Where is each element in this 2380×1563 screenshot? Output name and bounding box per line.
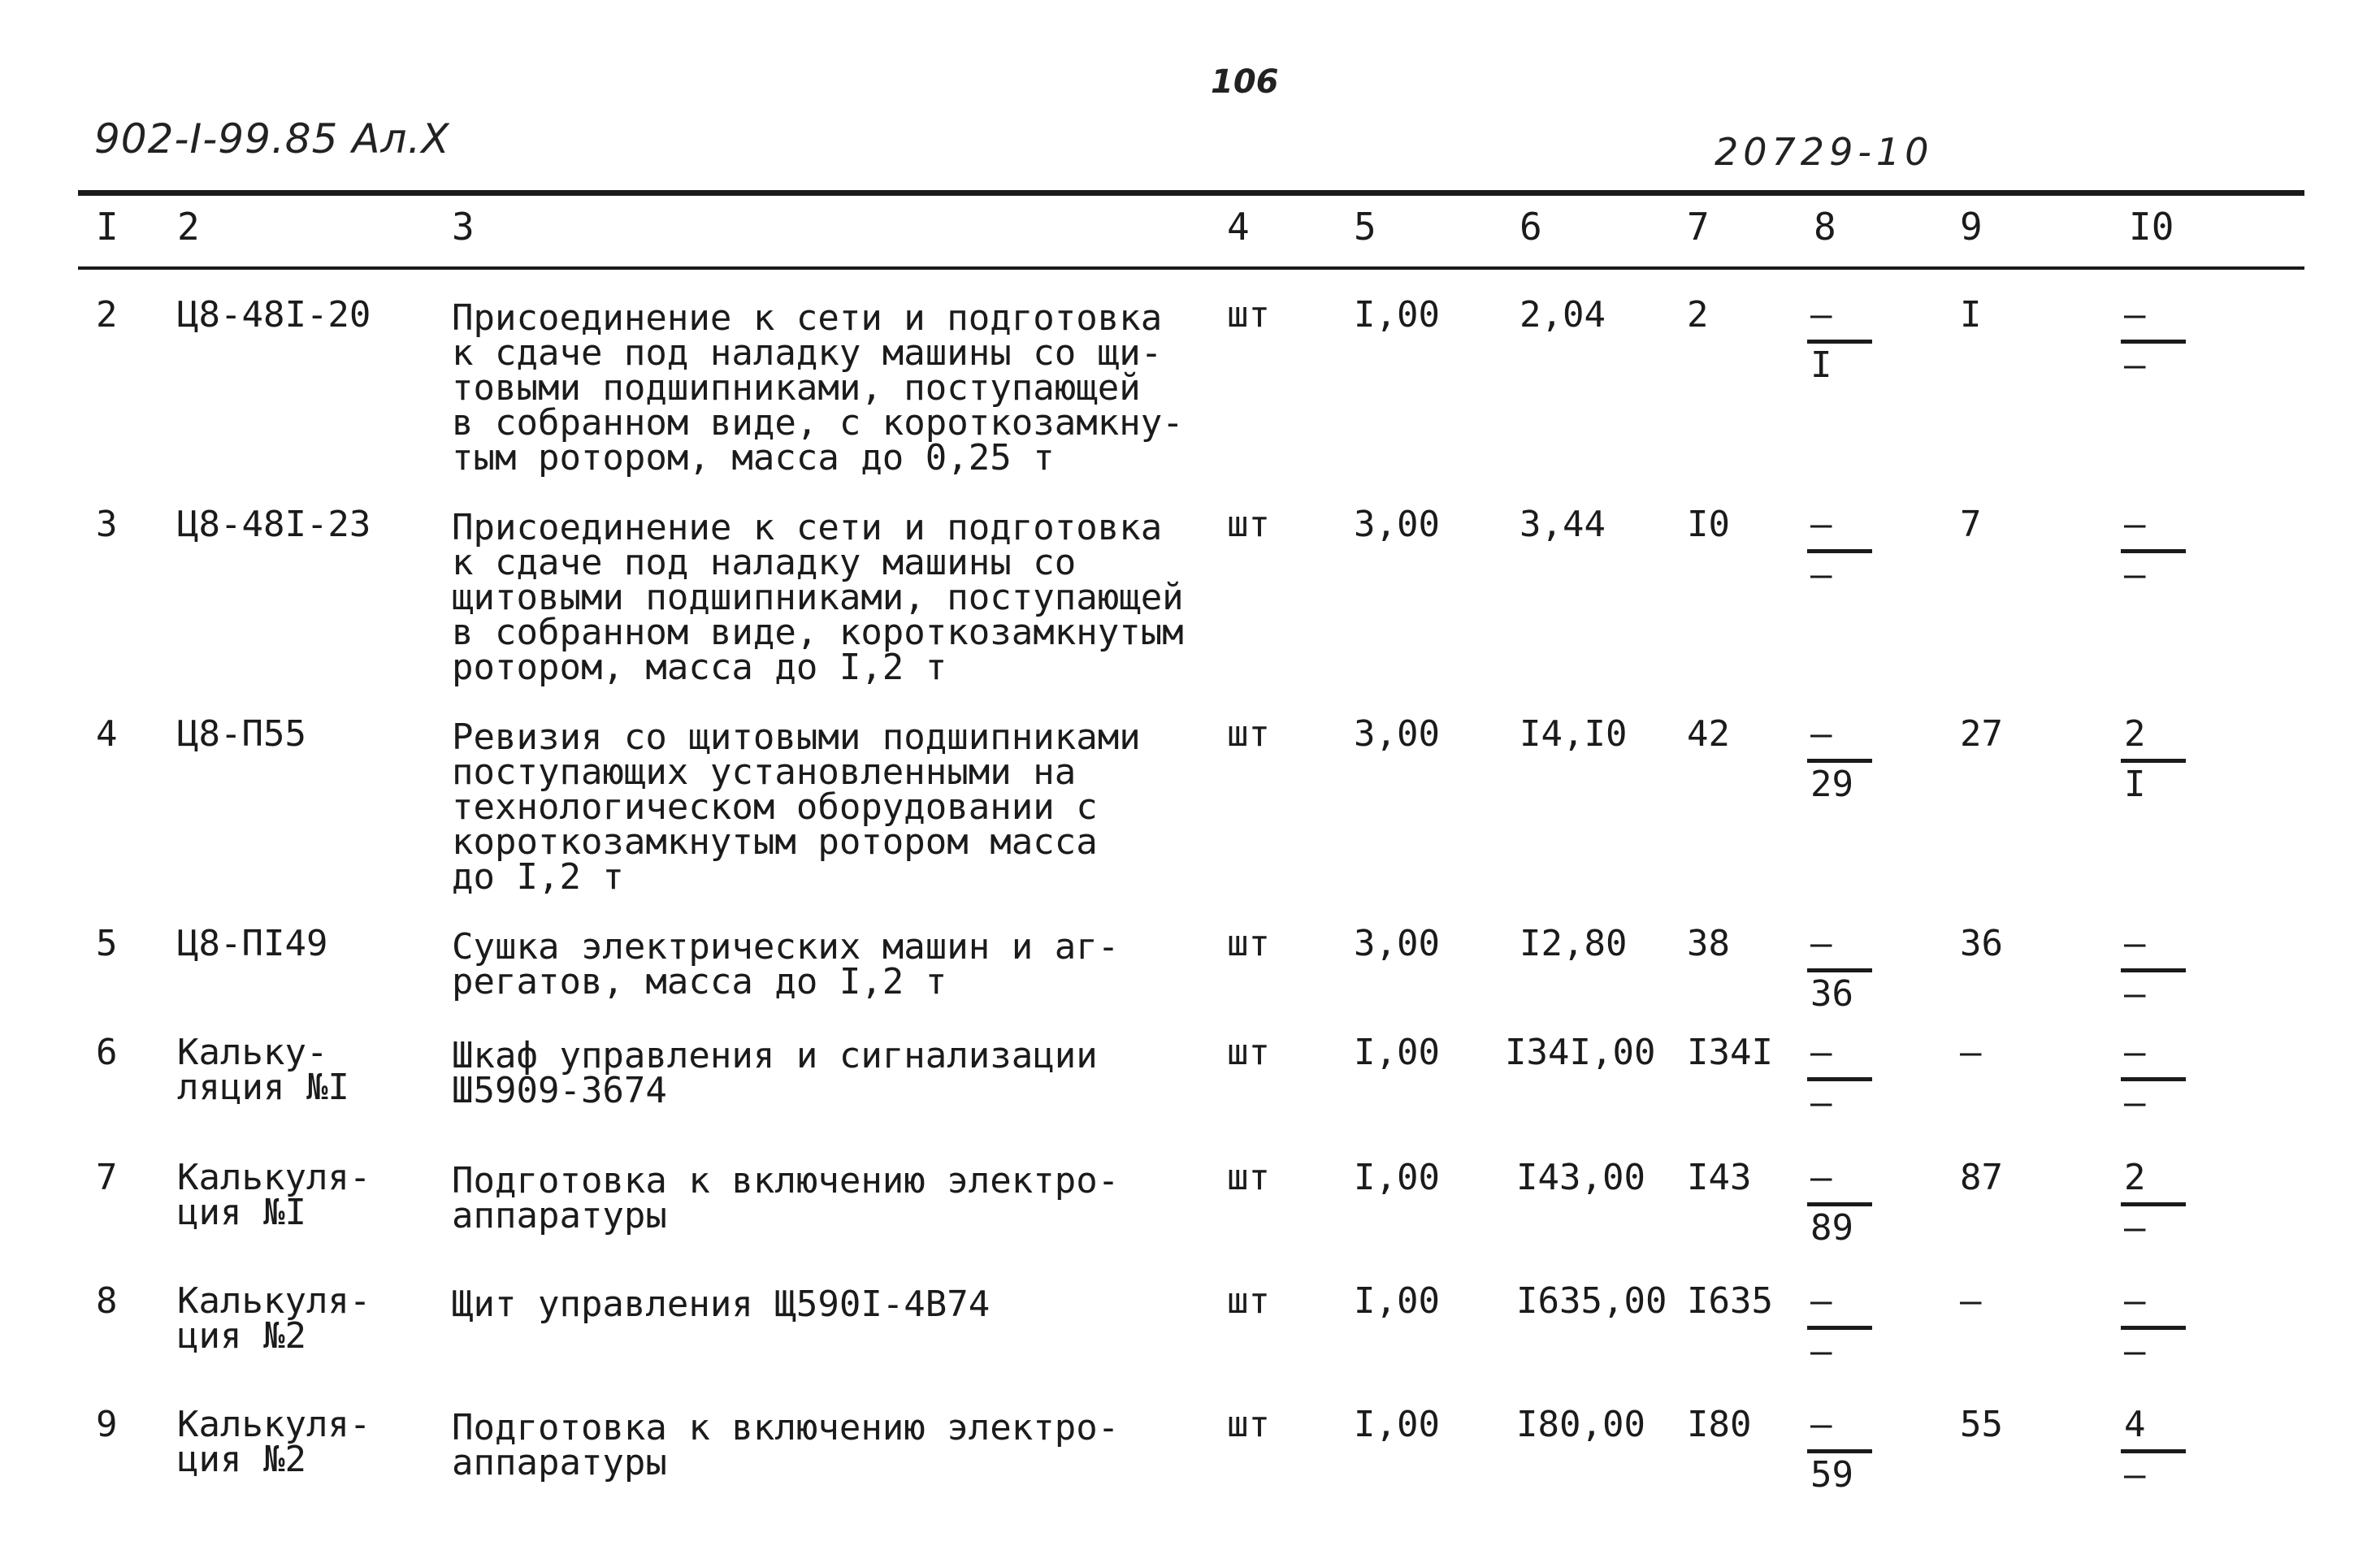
row-total: I0 (1687, 504, 1730, 545)
row-col10-fraction (2118, 1157, 2191, 1249)
row-quantity: I,00 (1354, 1032, 1440, 1073)
header-col-7: 7 (1687, 205, 1710, 249)
table-top-rule (78, 190, 2304, 196)
fraction-bar (1807, 759, 1872, 763)
row-col10-fraction (2118, 1404, 2191, 1496)
row-quantity: I,00 (1354, 1280, 1440, 1322)
row-col8-fraction (1804, 504, 1877, 595)
header-col-4: 4 (1227, 205, 1250, 249)
row-code: Ц8-П55 (177, 713, 306, 755)
fraction-numerator: – (1810, 1280, 1832, 1322)
row-total: 2 (1687, 294, 1709, 336)
fraction-numerator: – (2124, 923, 2146, 964)
row-col9: 87 (1960, 1157, 2003, 1198)
header-col-9: 9 (1960, 205, 1983, 249)
row-col10-fraction (2118, 294, 2191, 386)
row-price: I635,00 (1516, 1280, 1667, 1322)
header-col-10: I0 (2129, 205, 2174, 249)
fraction-bar (1807, 1326, 1872, 1330)
fraction-denominator: – (2124, 1082, 2146, 1124)
row-price: I2,80 (1519, 923, 1628, 964)
sheet-code: 20729-10 (1715, 130, 1934, 174)
row-unit: шт (1227, 1280, 1270, 1322)
row-description: Сушка электрических машин и аг- регатов, масса до I,2 т (452, 926, 1120, 1002)
row-price: I80,00 (1516, 1404, 1645, 1445)
row-number: 7 (96, 1157, 118, 1198)
row-unit: шт (1227, 713, 1270, 755)
row-total: I80 (1687, 1404, 1752, 1445)
fraction-numerator: – (1810, 1157, 1832, 1198)
fraction-denominator: 36 (1810, 973, 1853, 1015)
fraction-denominator: – (2124, 1207, 2146, 1249)
row-quantity: 3,00 (1354, 713, 1440, 755)
row-description: Шкаф управления и сигнализации Ш5909-3674 (452, 1035, 1098, 1111)
fraction-numerator: – (1810, 1032, 1832, 1073)
fraction-bar (1807, 968, 1872, 972)
row-total: I34I (1687, 1032, 1773, 1073)
row-col8-fraction (1804, 713, 1877, 805)
header-col-2: 2 (177, 205, 200, 249)
row-price: I43,00 (1516, 1157, 1645, 1198)
row-price: 3,44 (1519, 504, 1606, 545)
fraction-denominator: 29 (1810, 764, 1853, 805)
row-quantity: I,00 (1354, 1157, 1440, 1198)
row-col8-fraction (1804, 923, 1877, 1015)
fraction-denominator: – (1810, 554, 1832, 595)
row-description: Подготовка к включению электро- аппаратуры (452, 1407, 1120, 1483)
fraction-bar (2121, 968, 2186, 972)
row-col8-fraction (1804, 1157, 1877, 1249)
fraction-denominator: 59 (1810, 1454, 1853, 1496)
row-unit: шт (1227, 1157, 1270, 1198)
row-quantity: 3,00 (1354, 504, 1440, 545)
row-unit: шт (1227, 923, 1270, 964)
row-quantity: I,00 (1354, 1404, 1440, 1445)
fraction-bar (2121, 1202, 2186, 1206)
row-col9: 36 (1960, 923, 2003, 964)
row-number: 9 (96, 1404, 118, 1445)
row-col10-fraction (2118, 1032, 2191, 1124)
fraction-numerator: – (2124, 294, 2146, 336)
fraction-numerator: – (1810, 1404, 1832, 1445)
row-col8-fraction (1804, 1404, 1877, 1496)
row-unit: шт (1227, 294, 1270, 336)
row-price: I34I,00 (1505, 1032, 1656, 1073)
row-number: 4 (96, 713, 118, 755)
fraction-denominator: – (2124, 554, 2146, 595)
row-code: Калькуля- ция №2 (177, 1280, 371, 1357)
table-header-rule (78, 266, 2304, 270)
row-code: Ц8-48I-20 (177, 294, 371, 336)
row-price: I4,I0 (1519, 713, 1628, 755)
fraction-bar (2121, 340, 2186, 344)
header-col-5: 5 (1354, 205, 1376, 249)
row-description: Подготовка к включению электро- аппаратуры (452, 1160, 1120, 1236)
row-col9: 55 (1960, 1404, 2003, 1445)
fraction-numerator: 2 (2124, 713, 2146, 755)
row-total: I43 (1687, 1157, 1752, 1198)
row-number: 5 (96, 923, 118, 964)
fraction-bar (2121, 549, 2186, 553)
row-unit: шт (1227, 1032, 1270, 1073)
fraction-bar (2121, 1449, 2186, 1453)
fraction-numerator: – (1810, 923, 1832, 964)
row-code: Ц8-48I-23 (177, 504, 371, 545)
fraction-denominator: – (1810, 1082, 1832, 1124)
header-col-6: 6 (1519, 205, 1542, 249)
fraction-denominator: I (2124, 764, 2146, 805)
row-number: 3 (96, 504, 118, 545)
row-number: 6 (96, 1032, 118, 1073)
fraction-denominator: – (2124, 1331, 2146, 1372)
row-description: Присоединение к сети и подготовка к сдаче под наладку машины со щи- товыми подшипниками, поступающей в собранном виде, с короткозамкну- тым ротором, масса до 0,25 т (452, 297, 1184, 478)
row-col8-fraction (1804, 294, 1877, 386)
row-col10-fraction (2118, 504, 2191, 595)
fraction-bar (1807, 1077, 1872, 1081)
row-number: 8 (96, 1280, 118, 1322)
fraction-denominator: – (2124, 344, 2146, 386)
fraction-denominator: I (1810, 344, 1832, 386)
row-col10-fraction (2118, 713, 2191, 805)
fraction-numerator: – (1810, 504, 1832, 545)
row-code: Кальку- ляция №I (177, 1032, 349, 1108)
fraction-bar (1807, 549, 1872, 553)
fraction-numerator: – (2124, 1032, 2146, 1073)
row-total: 38 (1687, 923, 1730, 964)
fraction-bar (1807, 1449, 1872, 1453)
fraction-numerator: – (1810, 713, 1832, 755)
row-col9: I (1960, 294, 1982, 336)
header-col-3: 3 (452, 205, 475, 249)
row-total: 42 (1687, 713, 1730, 755)
fraction-numerator: – (2124, 1280, 2146, 1322)
row-unit: шт (1227, 504, 1270, 545)
row-col10-fraction (2118, 923, 2191, 1015)
fraction-bar (1807, 340, 1872, 344)
fraction-bar (2121, 1326, 2186, 1330)
row-description: Ревизия со щитовыми подшипниками поступающих установленными на технологическом оборудовании с короткозамкнутым ротором масса до I,2 т (452, 717, 1141, 898)
row-number: 2 (96, 294, 118, 336)
row-col8-fraction (1804, 1280, 1877, 1372)
fraction-numerator: – (1810, 294, 1832, 336)
row-quantity: 3,00 (1354, 923, 1440, 964)
row-col9: – (1960, 1280, 1982, 1322)
row-col9: 27 (1960, 713, 2003, 755)
fraction-bar (2121, 1077, 2186, 1081)
header-col-1: I (96, 205, 119, 249)
row-unit: шт (1227, 1404, 1270, 1445)
row-total: I635 (1687, 1280, 1773, 1322)
fraction-bar (1807, 1202, 1872, 1206)
row-quantity: I,00 (1354, 294, 1440, 336)
row-code: Калькуля- ция №I (177, 1157, 371, 1233)
row-description: Присоединение к сети и подготовка к сдаче под наладку машины со щитовыми подшипниками, поступающей в собранном виде, короткозамкнутым ротором, масса до I,2 т (452, 507, 1184, 688)
fraction-denominator: – (2124, 1454, 2146, 1496)
fraction-denominator: – (1810, 1331, 1832, 1372)
fraction-numerator: – (2124, 504, 2146, 545)
page-number: 106 (1211, 63, 1279, 101)
document-code: 902-I-99.85 Ал.Х (94, 115, 450, 162)
fraction-denominator: – (2124, 973, 2146, 1015)
row-col8-fraction (1804, 1032, 1877, 1124)
header-col-8: 8 (1814, 205, 1836, 249)
fraction-denominator: 89 (1810, 1207, 1853, 1249)
row-code: Калькуля- ция №2 (177, 1404, 371, 1480)
fraction-bar (2121, 759, 2186, 763)
row-description: Щит управления Щ590I-4В74 (452, 1284, 991, 1325)
fraction-numerator: 4 (2124, 1404, 2146, 1445)
row-price: 2,04 (1519, 294, 1606, 336)
row-col9: 7 (1960, 504, 1982, 545)
row-code: Ц8-ПI49 (177, 923, 328, 964)
fraction-numerator: 2 (2124, 1157, 2146, 1198)
row-col10-fraction (2118, 1280, 2191, 1372)
row-col9: – (1960, 1032, 1982, 1073)
